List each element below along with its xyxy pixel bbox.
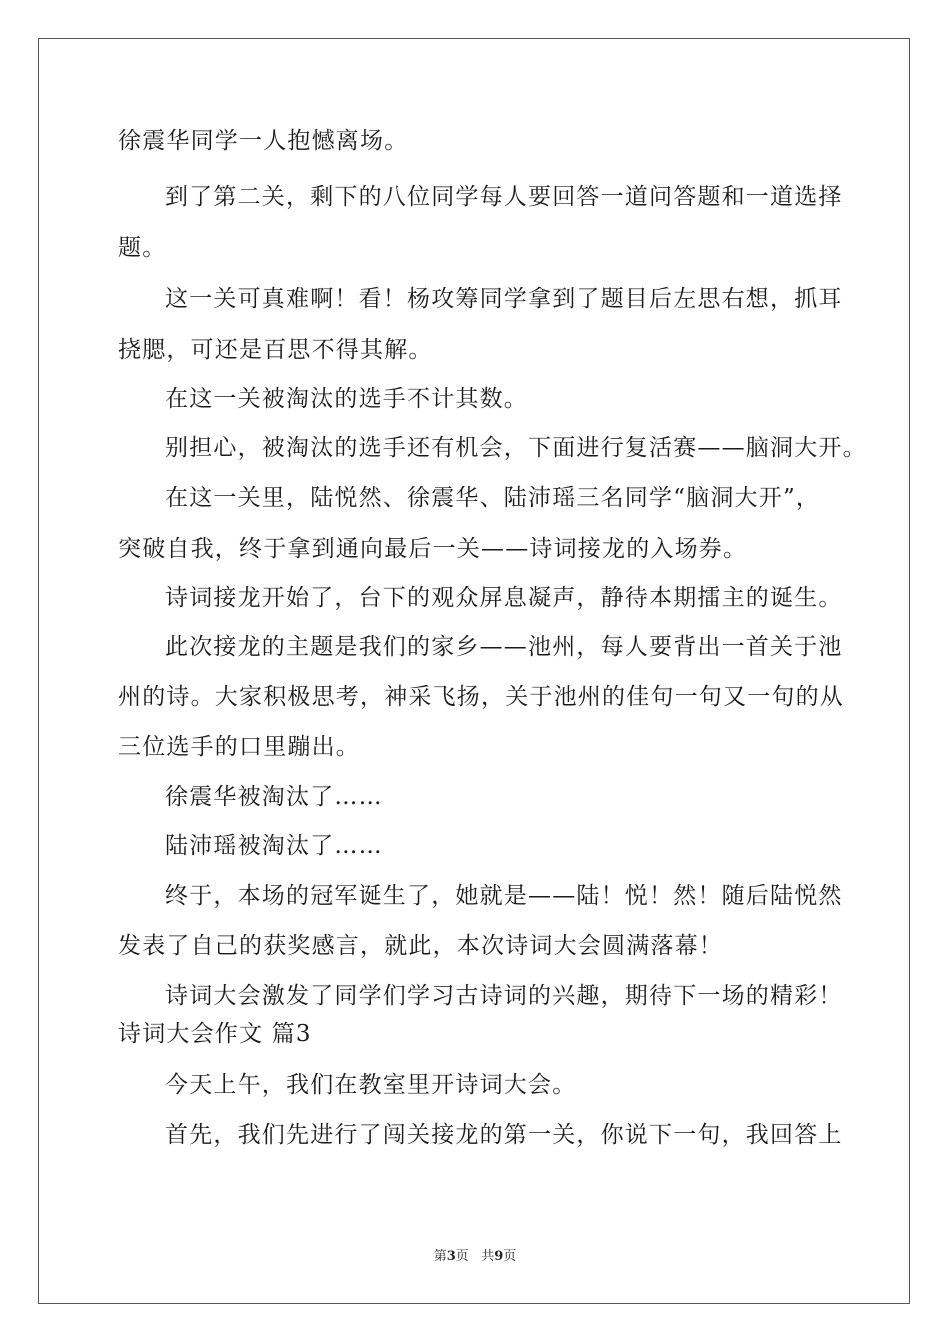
total-pages: 9	[494, 1249, 504, 1264]
page-number: 3	[446, 1249, 456, 1264]
text-line: 在这一关被淘汰的选手不计其数。	[165, 386, 528, 412]
text-line: 此次接龙的主题是我们的家乡——池州，每人要背出一首关于池	[165, 634, 843, 660]
total-label-prefix: 共	[481, 1249, 495, 1264]
text-line: 题。	[118, 235, 167, 261]
text-line: 突破自我，终于拿到通向最后一关——诗词接龙的入场券。	[118, 536, 748, 562]
page-footer	[0, 1245, 950, 1264]
text-line: 这一关可真难啊！看！杨攻筹同学拿到了题目后左思右想，抓耳	[165, 286, 843, 312]
text-line: 终于，本场的冠军诞生了，她就是——陆！悦！然！随后陆悦然	[165, 883, 843, 909]
text-line: 陆沛瑶被淘汰了……	[165, 833, 383, 859]
text-line: 今天上午，我们在教室里开诗词大会。	[165, 1072, 577, 1098]
text-line: 诗词接龙开始了，台下的观众屏息凝声，静待本期擂主的诞生。	[165, 585, 843, 611]
text-line: 首先，我们先进行了闯关接龙的第一关，你说下一句，我回答上	[165, 1122, 843, 1148]
text-line: 诗词大会激发了同学们学习古诗词的兴趣，期待下一场的精彩！	[165, 983, 843, 1009]
text-line: 在这一关里，陆悦然、徐震华、陆沛瑶三名同学“脑洞大开”，	[165, 485, 821, 511]
section-heading: 诗词大会作文 篇3	[118, 1021, 312, 1047]
page-label-prefix: 第	[433, 1249, 447, 1264]
text-line: 发表了自己的获奖感言，就此，本次诗词大会圆满落幕！	[118, 933, 723, 959]
text-line: 到了第二关，剩下的八位同学每人要回答一道问答题和一道选择	[165, 184, 843, 210]
text-line: 徐震华被淘汰了……	[165, 784, 383, 810]
page-border	[38, 38, 910, 1304]
page-label-suffix: 页	[455, 1249, 469, 1264]
text-line: 挠腮，可还是百思不得其解。	[118, 337, 433, 363]
text-line: 别担心，被淘汰的选手还有机会，下面进行复活赛——脑洞大开。	[165, 435, 867, 461]
text-line: 三位选手的口里蹦出。	[118, 734, 360, 760]
total-label-suffix: 页	[503, 1249, 517, 1264]
text-line: 徐震华同学一人抱憾离场。	[118, 128, 409, 154]
text-line: 州的诗。大家积极思考，神采飞扬，关于池州的佳句一句又一句的从	[118, 684, 844, 710]
